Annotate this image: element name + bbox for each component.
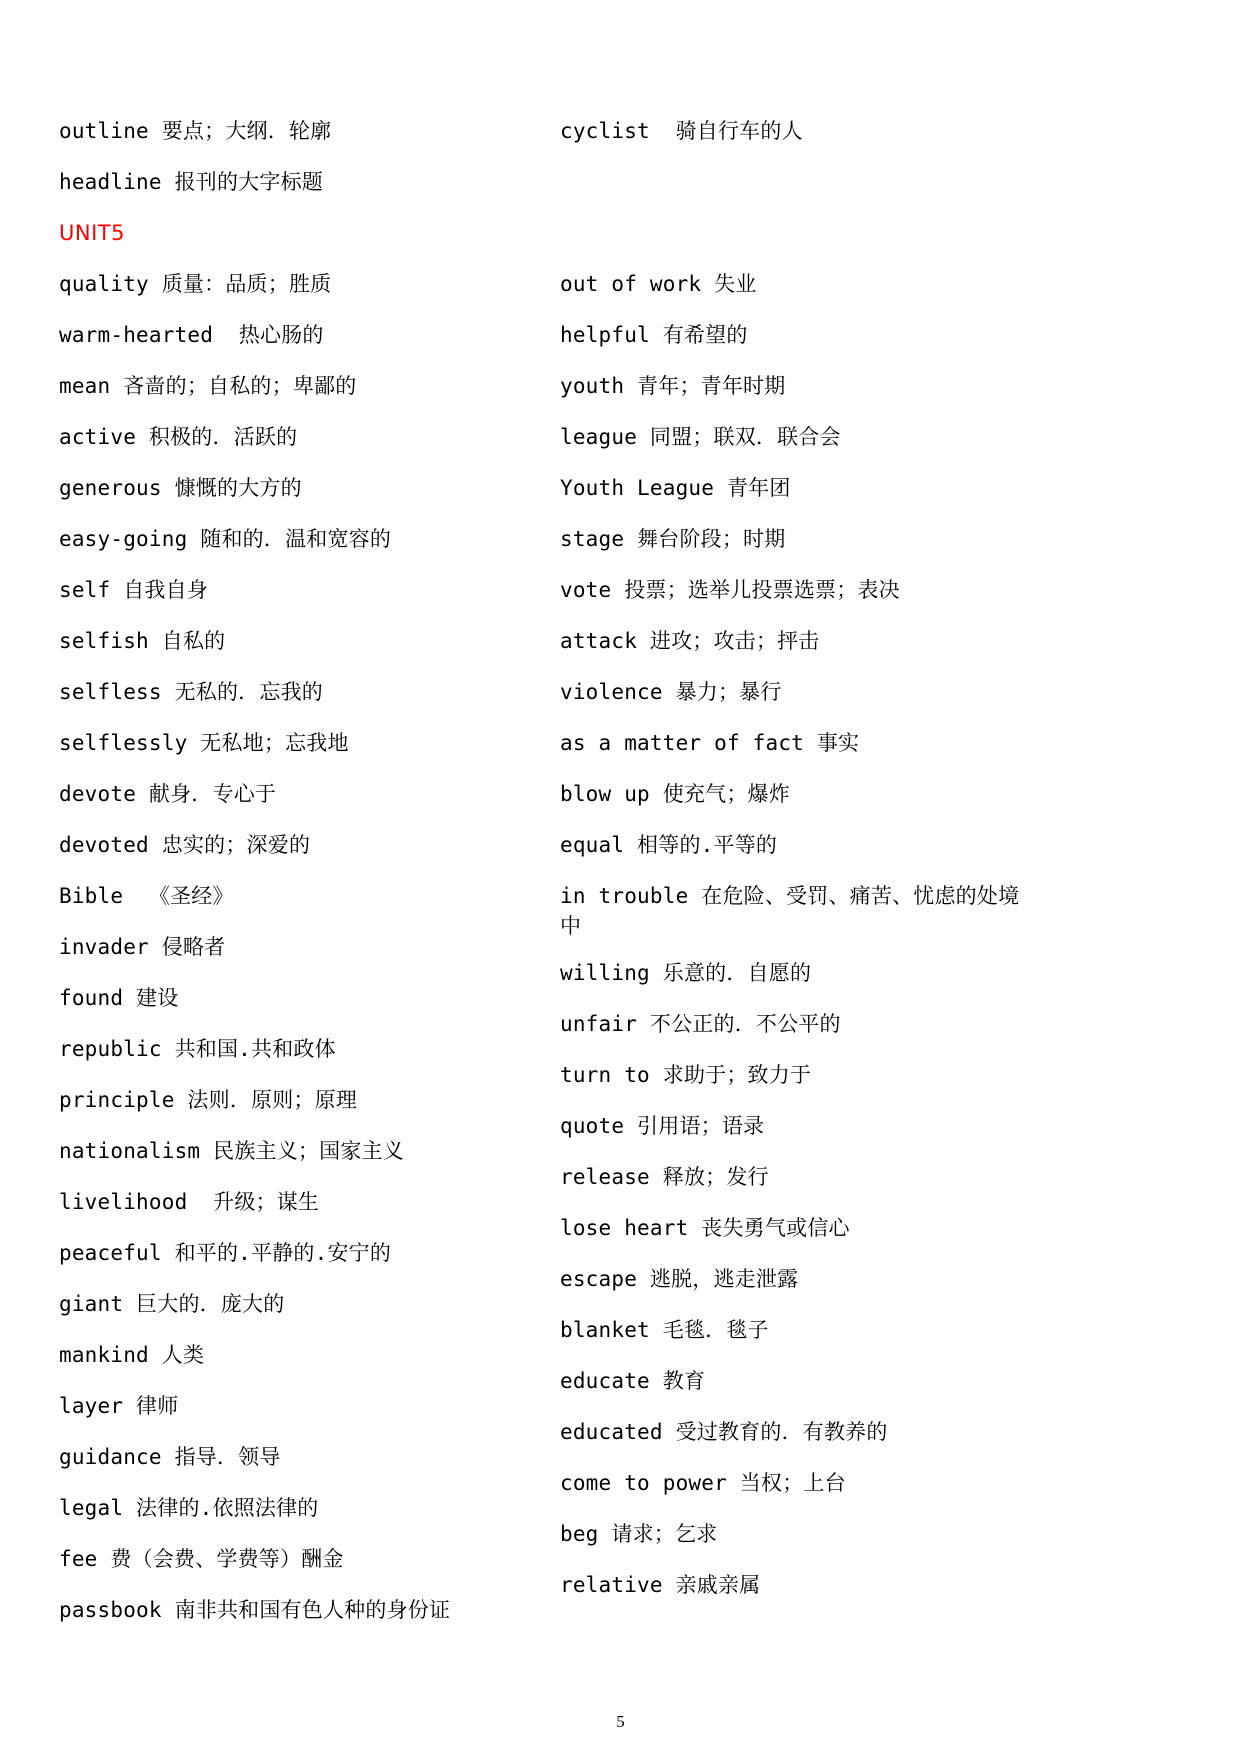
vocab-entry: legal 法律的.依照法律的 (59, 1496, 319, 1520)
vocab-entry: giant 巨大的．庞大的 (59, 1292, 285, 1316)
vocab-entry: in trouble 在危险、受罚、痛苦、忧虑的处境中 (560, 884, 1020, 938)
vocab-entry: active 积极的．活跃的 (59, 425, 298, 449)
vocab-entry: quality 质量：品质；胜质 (59, 272, 332, 296)
vocab-entry: willing 乐意的．自愿的 (560, 961, 812, 985)
vocab-entry: stage 舞台阶段；时期 (560, 527, 786, 551)
vocab-entry: principle 法则．原则；原理 (59, 1088, 358, 1112)
vocab-entry: headline 报刊的大字标题 (59, 170, 323, 194)
vocab-entry: equal 相等的.平等的 (560, 833, 778, 857)
vocab-entry: mankind 人类 (59, 1343, 205, 1367)
vocab-entry: vote 投票；选举儿投票选票；表决 (560, 578, 900, 602)
vocab-entry: guidance 指导．领导 (59, 1445, 281, 1469)
vocab-entry: generous 慷慨的大方的 (59, 476, 302, 500)
vocab-entry: nationalism 民族主义；国家主义 (59, 1139, 404, 1163)
vocab-entry: educate 教育 (560, 1369, 706, 1393)
vocab-entry: peaceful 和平的.平静的.安宁的 (59, 1241, 392, 1265)
blank-line (560, 167, 1030, 197)
vocab-entry: blanket 毛毯．毯子 (560, 1318, 769, 1342)
vocab-entry: cyclist 骑自行车的人 (560, 119, 803, 143)
vocab-entry: mean 吝啬的；自私的；卑鄙的 (59, 374, 357, 398)
right-column (560, 116, 1030, 1621)
vocab-entry: quote 引用语；语录 (560, 1114, 765, 1138)
vocab-entry: league 同盟；联双．联合会 (560, 425, 841, 449)
vocab-entry: relative 亲戚亲属 (560, 1573, 761, 1597)
unit-heading: UNIT5 (59, 221, 125, 245)
vocab-entry: Youth League 青年团 (560, 476, 791, 500)
vocab-entry: youth 青年；青年时期 (560, 374, 786, 398)
vocab-entry: turn to 求助于；致力于 (560, 1063, 812, 1087)
vocab-entry: devote 献身．专心于 (59, 782, 277, 806)
vocab-entry: Bible 《圣经》 (59, 884, 234, 908)
page-number: 5 (616, 1712, 625, 1731)
vocab-entry: selflessly 无私地；忘我地 (59, 731, 349, 755)
left-column (59, 116, 529, 1646)
vocab-entry: fee 费（会费、学费等）酬金 (59, 1547, 344, 1571)
vocab-entry: unfair 不公正的．不公平的 (560, 1012, 841, 1036)
vocab-entry: educated 受过教育的．有教养的 (560, 1420, 888, 1444)
vocab-entry: selfless 无私的．忘我的 (59, 680, 323, 704)
vocab-entry: found 建设 (59, 986, 179, 1010)
vocab-entry: self 自我自身 (59, 578, 209, 602)
vocab-entry: selfish 自私的 (59, 629, 226, 653)
vocab-entry: out of work 失业 (560, 272, 757, 296)
vocab-entry: warm-hearted 热心肠的 (59, 323, 324, 347)
vocab-entry: easy-going 随和的．温和宽容的 (59, 527, 392, 551)
vocab-entry: invader 侵略者 (59, 935, 226, 959)
vocab-entry: come to power 当权；上台 (560, 1471, 846, 1495)
vocab-entry: blow up 使充气；爆炸 (560, 782, 790, 806)
vocab-entry: violence 暴力；暴行 (560, 680, 782, 704)
vocab-entry: livelihood 升级；谋生 (59, 1190, 320, 1214)
vocab-entry: escape 逃脱，逃走泄露 (560, 1267, 799, 1291)
vocab-entry: beg 请求；乞求 (560, 1522, 718, 1546)
vocab-entry: outline 要点；大纲．轮廓 (59, 119, 332, 143)
blank-line (560, 218, 1030, 248)
vocab-entry: release 释放；发行 (560, 1165, 769, 1189)
vocab-entry: lose heart 丧失勇气或信心 (560, 1216, 850, 1240)
vocab-entry: helpful 有希望的 (560, 323, 748, 347)
vocab-entry: republic 共和国.共和政体 (59, 1037, 336, 1061)
vocab-entry: attack 进攻；攻击；抨击 (560, 629, 820, 653)
vocab-entry: as a matter of fact 事实 (560, 731, 860, 755)
vocab-entry: passbook 南非共和国有色人种的身份证 (59, 1598, 451, 1622)
vocab-entry: devoted 忠实的；深爱的 (59, 833, 311, 857)
vocab-entry: layer 律师 (59, 1394, 179, 1418)
